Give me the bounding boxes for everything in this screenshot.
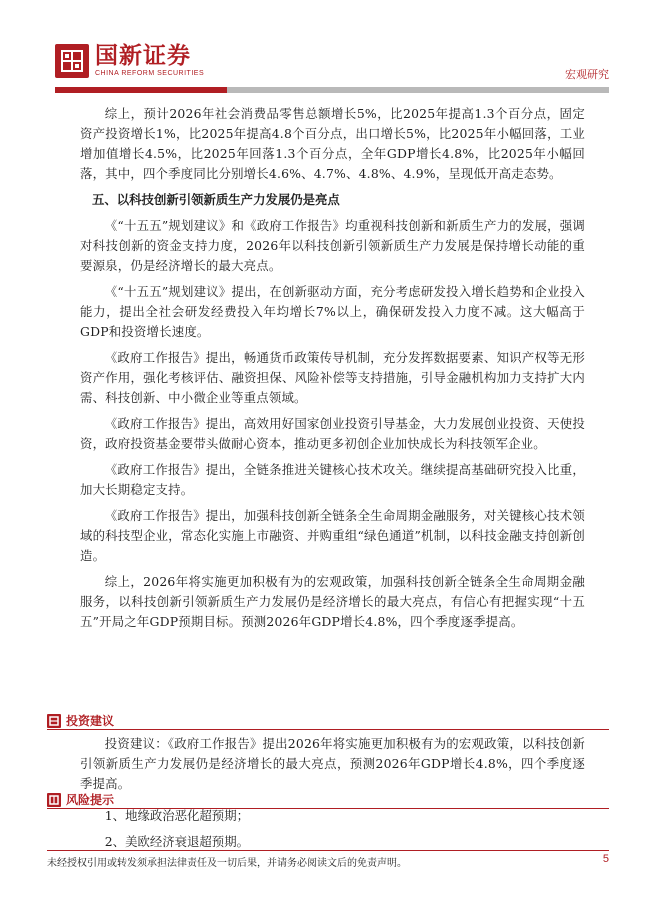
section-heading: 五、以科技创新引领新质生产力发展仍是亮点: [92, 192, 340, 207]
investment-title: 投资建议: [66, 714, 115, 728]
risk-icon: [47, 793, 61, 807]
paragraph: 《政府工作报告》提出，畅通货币政策传导机制，充分发挥数据要素、知识产权等无形资产作用，强化考核评估、融资担保、风险补偿等支持措施，引导金融机构加力支持扩大内需、科技创新、中小微企业等重点领域。: [80, 350, 585, 405]
page-number: 5: [602, 853, 609, 865]
investment-icon: [47, 714, 61, 728]
page-header: [0, 0, 662, 96]
paragraph: 综上，预计2026年社会消费品零售总额增长5%，比2025年提高1.3个百分点，固定资产投资增长1%，比2025年提高4.8个百分点，出口增长5%，比2025年小幅回落，工业增加值增长4.5%，比2025年回落1.3个百分点，全年GDP增长4.8%，比2025年小幅回落，其中，四个季度同比分别增长4.6%、4.7%、4.8%、4.9%，呈现低开高走态势。: [80, 106, 585, 181]
risk-title: 风险提示: [66, 793, 115, 807]
report-category: 宏观研究: [565, 68, 609, 81]
logo-mark-icon: [55, 44, 89, 78]
main-content: [80, 104, 585, 638]
footer-disclaimer: 未经授权引用或转发须承担法律责任及一切后果，并请务必阅读文后的免责声明。: [47, 858, 407, 869]
investment-divider: [47, 729, 609, 730]
paragraph: 《政府工作报告》提出，加强科技创新全链条全生命周期金融服务，对关键核心技术领域的科技型企业，常态化实施上市融资、并购重组“绿色通道”机制，以科技金融支持创新创造。: [80, 508, 585, 563]
investment-heading: [47, 712, 114, 729]
risk-item: 2、美欧经济衰退超预期。: [104, 834, 249, 849]
paragraph: 《“十五五”规划建议》提出，在创新驱动方面，充分考虑研发投入增长趋势和企业投入能力，提出全社会研发经费投入年均增长7%以上，确保研发投入力度不减。这大幅高于GDP和投资增长速度。: [80, 284, 585, 339]
company-logo: [55, 44, 204, 78]
paragraph: 《政府工作报告》提出，高效用好国家创业投资引导基金，大力发展创业投资、天使投资，政府投资基金要带头做耐心资本，推动更多初创企业加快成长为科技领军企业。: [80, 416, 585, 451]
paragraph: 《“十五五”规划建议》和《政府工作报告》均重视科技创新和新质生产力的发展，强调对科技创新的资金支持力度，2026年以科技创新引领新质生产力发展是保持增长动能的重要源泉，仍是经济增长的最大亮点。: [80, 218, 585, 273]
footer-divider: [47, 850, 609, 851]
paragraph: 综上，2026年将实施更加积极有为的宏观政策，加强科技创新全链条全生命周期金融服务，以科技创新引领新质生产力发展仍是经济增长的最大亮点，有信心有把握实现“十五五”开局之年GDP预期目标。预测2026年GDP增长4.8%，四个季度逐季提高。: [80, 574, 585, 629]
investment-text: 投资建议：《政府工作报告》提出2026年将实施更加积极有为的宏观政策，以科技创新引领新质生产力发展仍是经济增长的最大亮点，预测2026年GDP增长4.8%，四个季度逐季提高。: [80, 736, 585, 791]
logo-english-name: CHINA REFORM SECURITIES: [95, 70, 205, 77]
risk-item: 1、地缘政治恶化超预期；: [104, 808, 249, 823]
logo-chinese-name: 国新证券: [95, 43, 191, 69]
investment-section: [80, 734, 585, 800]
header-divider: [55, 87, 609, 93]
paragraph: 《政府工作报告》提出，全链条推进关键核心技术攻关。继续提高基础研究投入比重，加大长期稳定支持。: [80, 462, 585, 497]
